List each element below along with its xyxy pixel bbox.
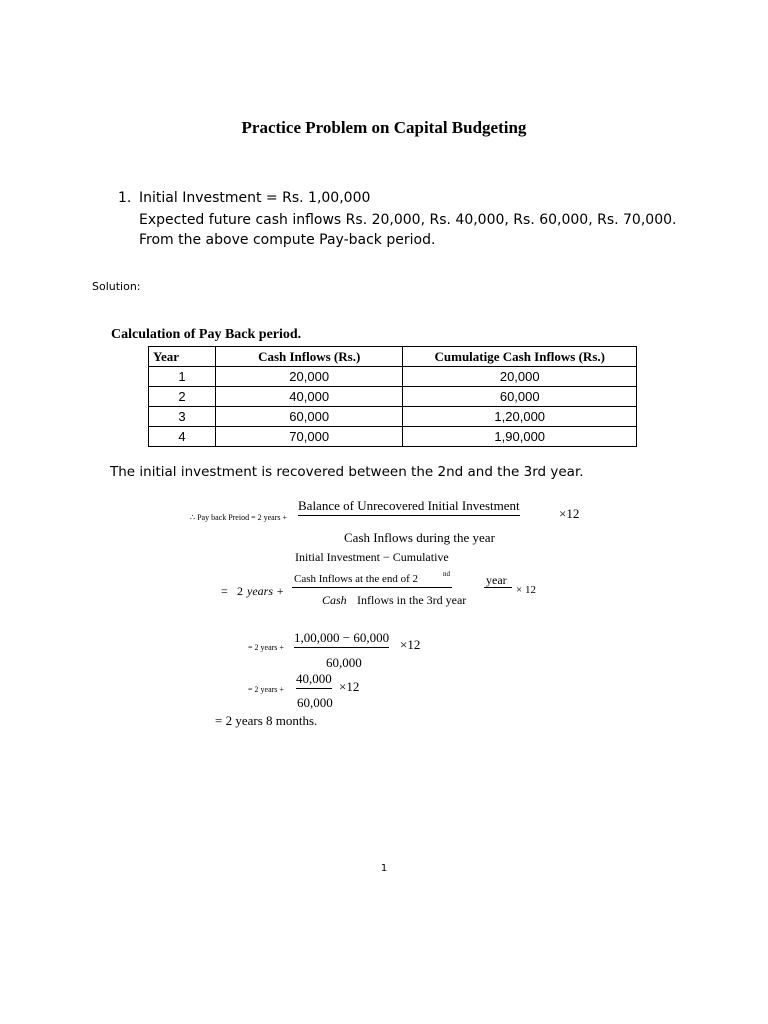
header-cash-inflows: Cash Inflows (Rs.) <box>215 347 403 367</box>
formula-4-denominator: 60,000 <box>297 695 333 710</box>
cell-cash-inflow: 20,000 <box>215 367 403 387</box>
formula-4-prefix: = 2 years + <box>248 685 284 694</box>
formula-1-numerator: Balance of Unrecovered Initial Investment <box>298 498 520 516</box>
recovery-statement: The initial investment is recovered between the 2nd and the 3rd year. <box>110 464 584 480</box>
formula-2-years: years + <box>247 584 285 598</box>
cell-year: 3 <box>149 407 216 427</box>
cell-cumulative: 1,90,000 <box>403 427 637 447</box>
solution-label: Solution: <box>92 280 141 293</box>
formula-2-times: × 12 <box>516 584 536 596</box>
table-caption: Calculation of Pay Back period. <box>111 327 302 342</box>
formula-2-fraction-bar <box>292 587 452 588</box>
problem-line-3: From the above compute Pay-back period. <box>139 232 436 248</box>
cell-cash-inflow: 40,000 <box>215 387 403 407</box>
cell-cumulative: 20,000 <box>403 367 637 387</box>
formula-4-numerator: 40,000 <box>296 671 332 689</box>
formula-1-denominator: Cash Inflows during the year <box>344 530 495 545</box>
cell-year: 1 <box>149 367 216 387</box>
formula-2-equals: = <box>221 584 228 598</box>
formula-2-denominator-cash: Cash <box>322 593 347 607</box>
formula-3-denominator: 60,000 <box>326 655 362 670</box>
problem-line-2: Expected future cash inflows Rs. 20,000, Rs. 40,000, Rs. 60,000, Rs. 70,000. <box>139 212 677 228</box>
formula-3-times: ×12 <box>400 637 421 652</box>
table-row <box>149 367 637 387</box>
formula-2-numerator: Cash Inflows at the end of 2 <box>294 573 419 585</box>
page-title: Practice Problem on Capital Budgeting <box>241 118 527 137</box>
cell-year: 4 <box>149 427 216 447</box>
cell-year: 2 <box>149 387 216 407</box>
formula-3-prefix: = 2 years + <box>248 643 284 652</box>
formula-2-denominator: Inflows in the 3rd year <box>357 593 467 607</box>
table-header-row <box>149 347 637 367</box>
header-cumulative: Cumulatige Cash Inflows (Rs.) <box>403 347 637 367</box>
formula-4-times: ×12 <box>339 679 360 694</box>
table-row <box>149 427 637 447</box>
formula-2-top: Initial Investment − Cumulative <box>295 550 449 564</box>
formula-1-prefix: ∴ Pay back Preiod = 2 years + <box>190 513 287 522</box>
problem-line-1: Initial Investment = Rs. 1,00,000 <box>139 190 371 206</box>
formula-result: = 2 years 8 months. <box>215 713 318 728</box>
formula-2-superscript: nd <box>443 570 450 578</box>
formula-3-numerator: 1,00,000 − 60,000 <box>294 630 389 648</box>
table-row <box>149 407 637 427</box>
formula-2-two: 2 <box>237 584 243 598</box>
cell-cumulative: 1,20,000 <box>403 407 637 427</box>
problem-number: 1. <box>118 190 132 206</box>
formula-1-times: ×12 <box>559 506 580 521</box>
page-number: 1 <box>380 863 388 874</box>
table-row <box>149 387 637 407</box>
cell-cumulative: 60,000 <box>403 387 637 407</box>
payback-table <box>148 346 637 447</box>
formula-2-numerator-year: year <box>486 573 507 587</box>
cell-cash-inflow: 60,000 <box>215 407 403 427</box>
cell-cash-inflow: 70,000 <box>215 427 403 447</box>
header-year: Year <box>149 347 216 367</box>
formula-2-fraction-bar-year <box>484 587 512 588</box>
